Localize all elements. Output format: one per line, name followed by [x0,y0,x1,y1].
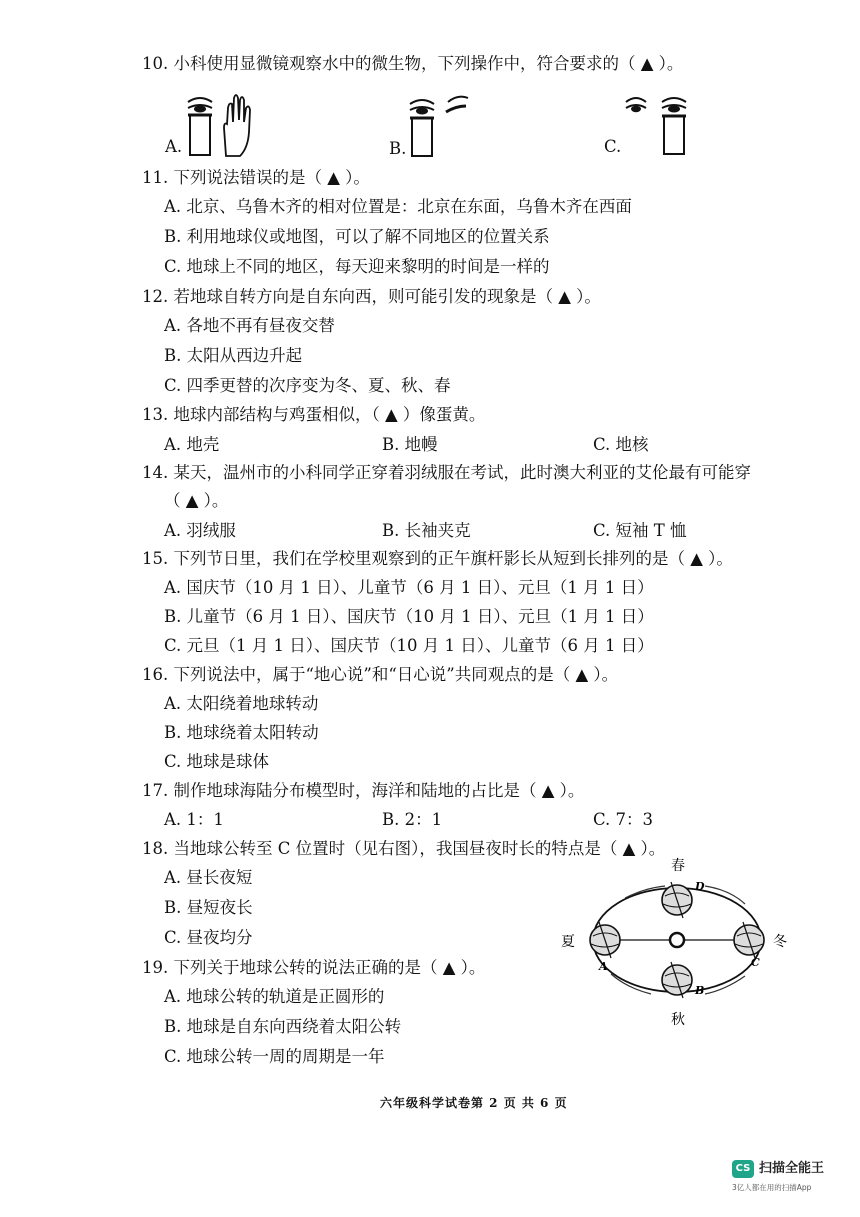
q10-option-b: B. [389,139,407,158]
q17-stem: 17. 制作地球海陆分布模型时，海洋和陆地的占比是（ ▲ ）。 [142,781,585,800]
q14-stem: 14. 某天，温州市的小科同学正穿着羽绒服在考试，此时澳大利亚的艾伦最有可能穿 [142,463,751,482]
q13-option-b: B. 地幔 [382,435,438,454]
q10-option-c: C. [604,137,622,156]
q14-option-b: B. 长袖夹克 [382,521,471,540]
q10-option-a: A. [165,137,183,156]
q14-option-a: A. 羽绒服 [164,521,236,540]
q14-option-c: C. 短袖 T 恤 [593,521,687,540]
label-autumn: 秋 [671,1012,685,1027]
q10-figure-b [404,92,484,160]
q13-stem: 13. 地球内部结构与鸡蛋相似，（ ▲ ）像蛋黄。 [142,405,486,424]
earth-position-a [590,922,620,958]
q12-stem: 12. 若地球自转方向是自东向西，则可能引发的现象是（ ▲ ）。 [142,287,601,306]
q12-option-b: B. 太阳从西边升起 [164,346,303,365]
q11-option-b: B. 利用地球仪或地图，可以了解不同地区的位置关系 [164,227,550,246]
brand-tagline: 3亿人都在用的扫描App [732,1183,812,1192]
label-a: A [599,960,608,973]
q15-option-b: B. 儿童节（6 月 1 日）、国庆节（10 月 1 日）、元旦（1 月 1 日） [164,607,654,626]
q16-option-c: C. 地球是球体 [164,752,270,771]
page-footer: 六年级科学试卷第 2 页 共 6 页 [380,1096,568,1110]
q18-option-a: A. 昼长夜短 [164,868,253,887]
camscanner-logo-icon: CS [732,1160,754,1178]
q19-stem: 19. 下列关于地球公转的说法正确的是（ ▲ ）。 [142,958,486,977]
q11-option-a: A. 北京、乌鲁木齐的相对位置是：北京在东面，乌鲁木齐在西面 [164,197,632,216]
earth-position-c [734,922,764,958]
q11-option-c: C. 地球上不同的地区，每天迎来黎明的时间是一样的 [164,257,550,276]
q18-option-c: C. 昼夜均分 [164,928,253,947]
q11-stem: 11. 下列说法错误的是（ ▲ ）。 [142,168,370,187]
q13-option-a: A. 地壳 [164,435,220,454]
label-d: D [695,880,705,893]
q16-option-a: A. 太阳绕着地球转动 [164,694,319,713]
q18-option-b: B. 昼短夜长 [164,898,253,917]
q16-stem: 16. 下列说法中，属于“地心说”和“日心说”共同观点的是（ ▲ ）。 [142,665,619,684]
q17-option-b: B. 2：1 [382,810,443,829]
q10-figure-c [620,90,700,158]
q12-option-a: A. 各地不再有昼夜交替 [164,316,335,335]
brand-name: 扫描全能王 [759,1161,825,1176]
label-c: C [751,956,760,969]
q10-stem: 10. 小科使用显微镜观察水中的微生物，下列操作中，符合要求的（ ▲ ）。 [142,54,684,73]
q15-option-a: A. 国庆节（10 月 1 日）、儿童节（6 月 1 日）、元旦（1 月 1 日） [164,578,654,597]
q10-figure-a [180,88,270,160]
earth-position-b [662,962,692,998]
q17-option-c: C. 7：3 [593,810,654,829]
q18-stem: 18. 当地球公转至 C 位置时（见右图），我国昼夜时长的特点是（ ▲ ）。 [142,839,666,858]
q13-option-c: C. 地核 [593,435,649,454]
earth-position-d [662,882,692,918]
label-winter: 冬 [773,934,787,950]
q17-option-a: A. 1：1 [164,810,224,829]
earth-orbit-diagram [555,852,805,1027]
label-summer: 夏 [561,934,575,950]
label-spring: 春 [671,858,685,874]
q15-option-c: C. 元旦（1 月 1 日）、国庆节（10 月 1 日）、儿童节（6 月 1 日） [164,636,654,655]
sun-icon [670,933,684,947]
q19-option-c: C. 地球公转一周的周期是一年 [164,1047,385,1066]
label-b: B [695,984,705,997]
q19-option-a: A. 地球公转的轨道是正圆形的 [164,987,385,1006]
q12-option-c: C. 四季更替的次序变为冬、夏、秋、春 [164,376,451,395]
q14-stem-continued: （ ▲ ）。 [164,491,229,510]
q16-option-b: B. 地球绕着太阳转动 [164,723,319,742]
q15-stem: 15. 下列节日里，我们在学校里观察到的正午旗杆影长从短到长排列的是（ ▲ ）。 [142,549,733,568]
q19-option-b: B. 地球是自东向西绕着太阳公转 [164,1017,402,1036]
